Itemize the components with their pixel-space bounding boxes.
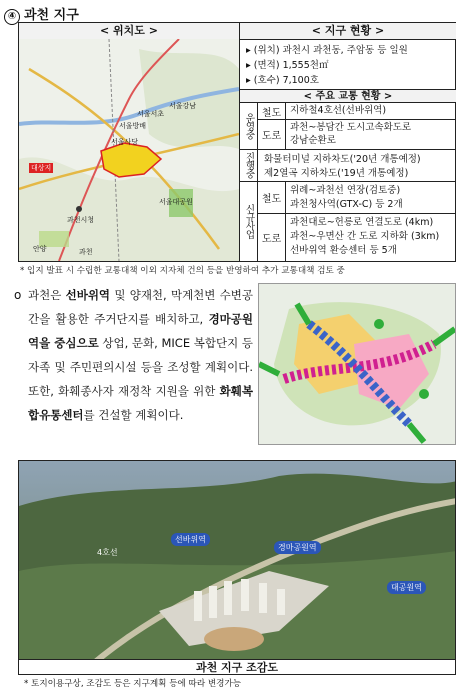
row-divider xyxy=(258,119,456,120)
highlight-text: 선바위역 xyxy=(65,288,111,302)
map-label-c: 서울방배 xyxy=(119,122,147,130)
status-units: ▸ (호수) 7,100호 xyxy=(246,75,319,86)
status-header: < 지구 현황 > xyxy=(240,23,456,40)
birds-eye-caption: 과천 지구 조감도 xyxy=(18,659,456,675)
status-area: ▸ (면적) 1,555천㎡ xyxy=(246,60,329,71)
section-title-text: 과천 지구 xyxy=(24,8,79,23)
traffic-header: < 주요 교통 현황 > xyxy=(240,89,456,103)
in-progress-line-1: 화물터미널 지하차도('20년 개통예정) xyxy=(264,154,421,165)
station-label-grandpark: 대공원역 xyxy=(387,581,426,594)
map-label-g: 대상지 xyxy=(31,164,52,172)
body-text: 과천은 xyxy=(28,288,66,302)
change-note: * 토지이용구상, 조감도 등은 지구계획 등에 따라 변경가능 xyxy=(24,679,242,689)
land-use-plan-image xyxy=(258,283,456,445)
new-road-line-3: 선바위역 환승센터 등 5개 xyxy=(290,245,397,256)
section-number: ④ xyxy=(4,9,20,25)
row-divider xyxy=(258,213,456,214)
group-operating-label: 운영중 xyxy=(240,103,258,149)
location-header: < 위치도 > xyxy=(19,23,239,40)
group-divider xyxy=(240,149,456,150)
map-label-a: 서울강남 xyxy=(169,102,197,110)
group-in-progress-label: 진행중 xyxy=(240,149,258,181)
map-label-e: 서울대공원 xyxy=(159,198,193,206)
traffic-note: * 입지 발표 시 수립한 교통대책 이외 지자체 건의 등을 반영하여 추가 교통대책 검토 중 xyxy=(20,266,345,276)
land-use-plan-graphic xyxy=(259,284,456,445)
new-road-key: 도로 xyxy=(258,213,286,261)
body-text: 및 양재천, 막계천변 수변공간을 활용한 주거단지를 배치하고, xyxy=(28,288,253,326)
plan-description-text xyxy=(28,288,253,422)
operating-road-line-1: 과천~봉담간 도시고속화도로 xyxy=(290,122,412,133)
plan-description xyxy=(14,283,253,427)
new-road-line-1: 과천대로~헌릉로 연결도로 (4km) xyxy=(290,217,434,228)
map-label-b: 서울서초 xyxy=(137,110,165,118)
highlight-text: 화훼복합유통센터 xyxy=(28,384,253,422)
body-text: 상업, 문화, MICE 복합단지 등 자족 및 주민편의시설 등을 조성할 계획이다. 또한, 화훼종사자 재정착 지원을 위한 xyxy=(28,336,253,398)
new-road-line-2: 과천~우면산 간 도로 지하화 (3km) xyxy=(290,231,440,242)
station-label-seonbawi: 선바위역 xyxy=(171,533,210,546)
location-map xyxy=(19,39,239,261)
status-column xyxy=(240,23,456,261)
new-rail-line-2: 과천청사역(GTX-C) 등 2개 xyxy=(290,199,403,210)
map-label-h: 안양 xyxy=(33,245,47,253)
map-label-i: 과천 xyxy=(79,248,93,256)
new-rail-key: 철도 xyxy=(258,181,286,213)
birds-eye-view xyxy=(18,460,456,675)
station-label-racecourse: 경마공원역 xyxy=(274,541,321,554)
new-rail-line-1: 위례~과천선 연장(검토중) xyxy=(290,185,401,196)
group-new-projects-label: 신규사업 xyxy=(240,181,258,261)
bullet-marker: o xyxy=(14,288,22,302)
location-map-graphic xyxy=(19,39,239,261)
location-map-column xyxy=(19,23,240,261)
operating-road-line-2: 강남순환로 xyxy=(290,135,336,146)
birds-eye-graphic xyxy=(19,461,456,675)
highlight-text: 경마공원역을 중심으로 xyxy=(28,312,253,350)
operating-road-key: 도로 xyxy=(258,119,286,149)
operating-rail-line-1: 지하철4호선(선바위역) xyxy=(290,105,387,116)
map-label-d: 서울사당 xyxy=(111,138,139,146)
line-label-4: 4호선 xyxy=(97,548,118,557)
status-location: ▸ (위치) 과천시 과천동, 주암동 등 일원 xyxy=(246,45,408,56)
overview-table xyxy=(18,22,456,262)
operating-rail-key: 철도 xyxy=(258,103,286,119)
map-label-f: 과천시청 xyxy=(67,216,95,224)
body-text: 를 건설할 계획이다. xyxy=(83,408,184,422)
in-progress-line-2: 제2열곡 지하차도('19년 개통예정) xyxy=(264,168,409,179)
